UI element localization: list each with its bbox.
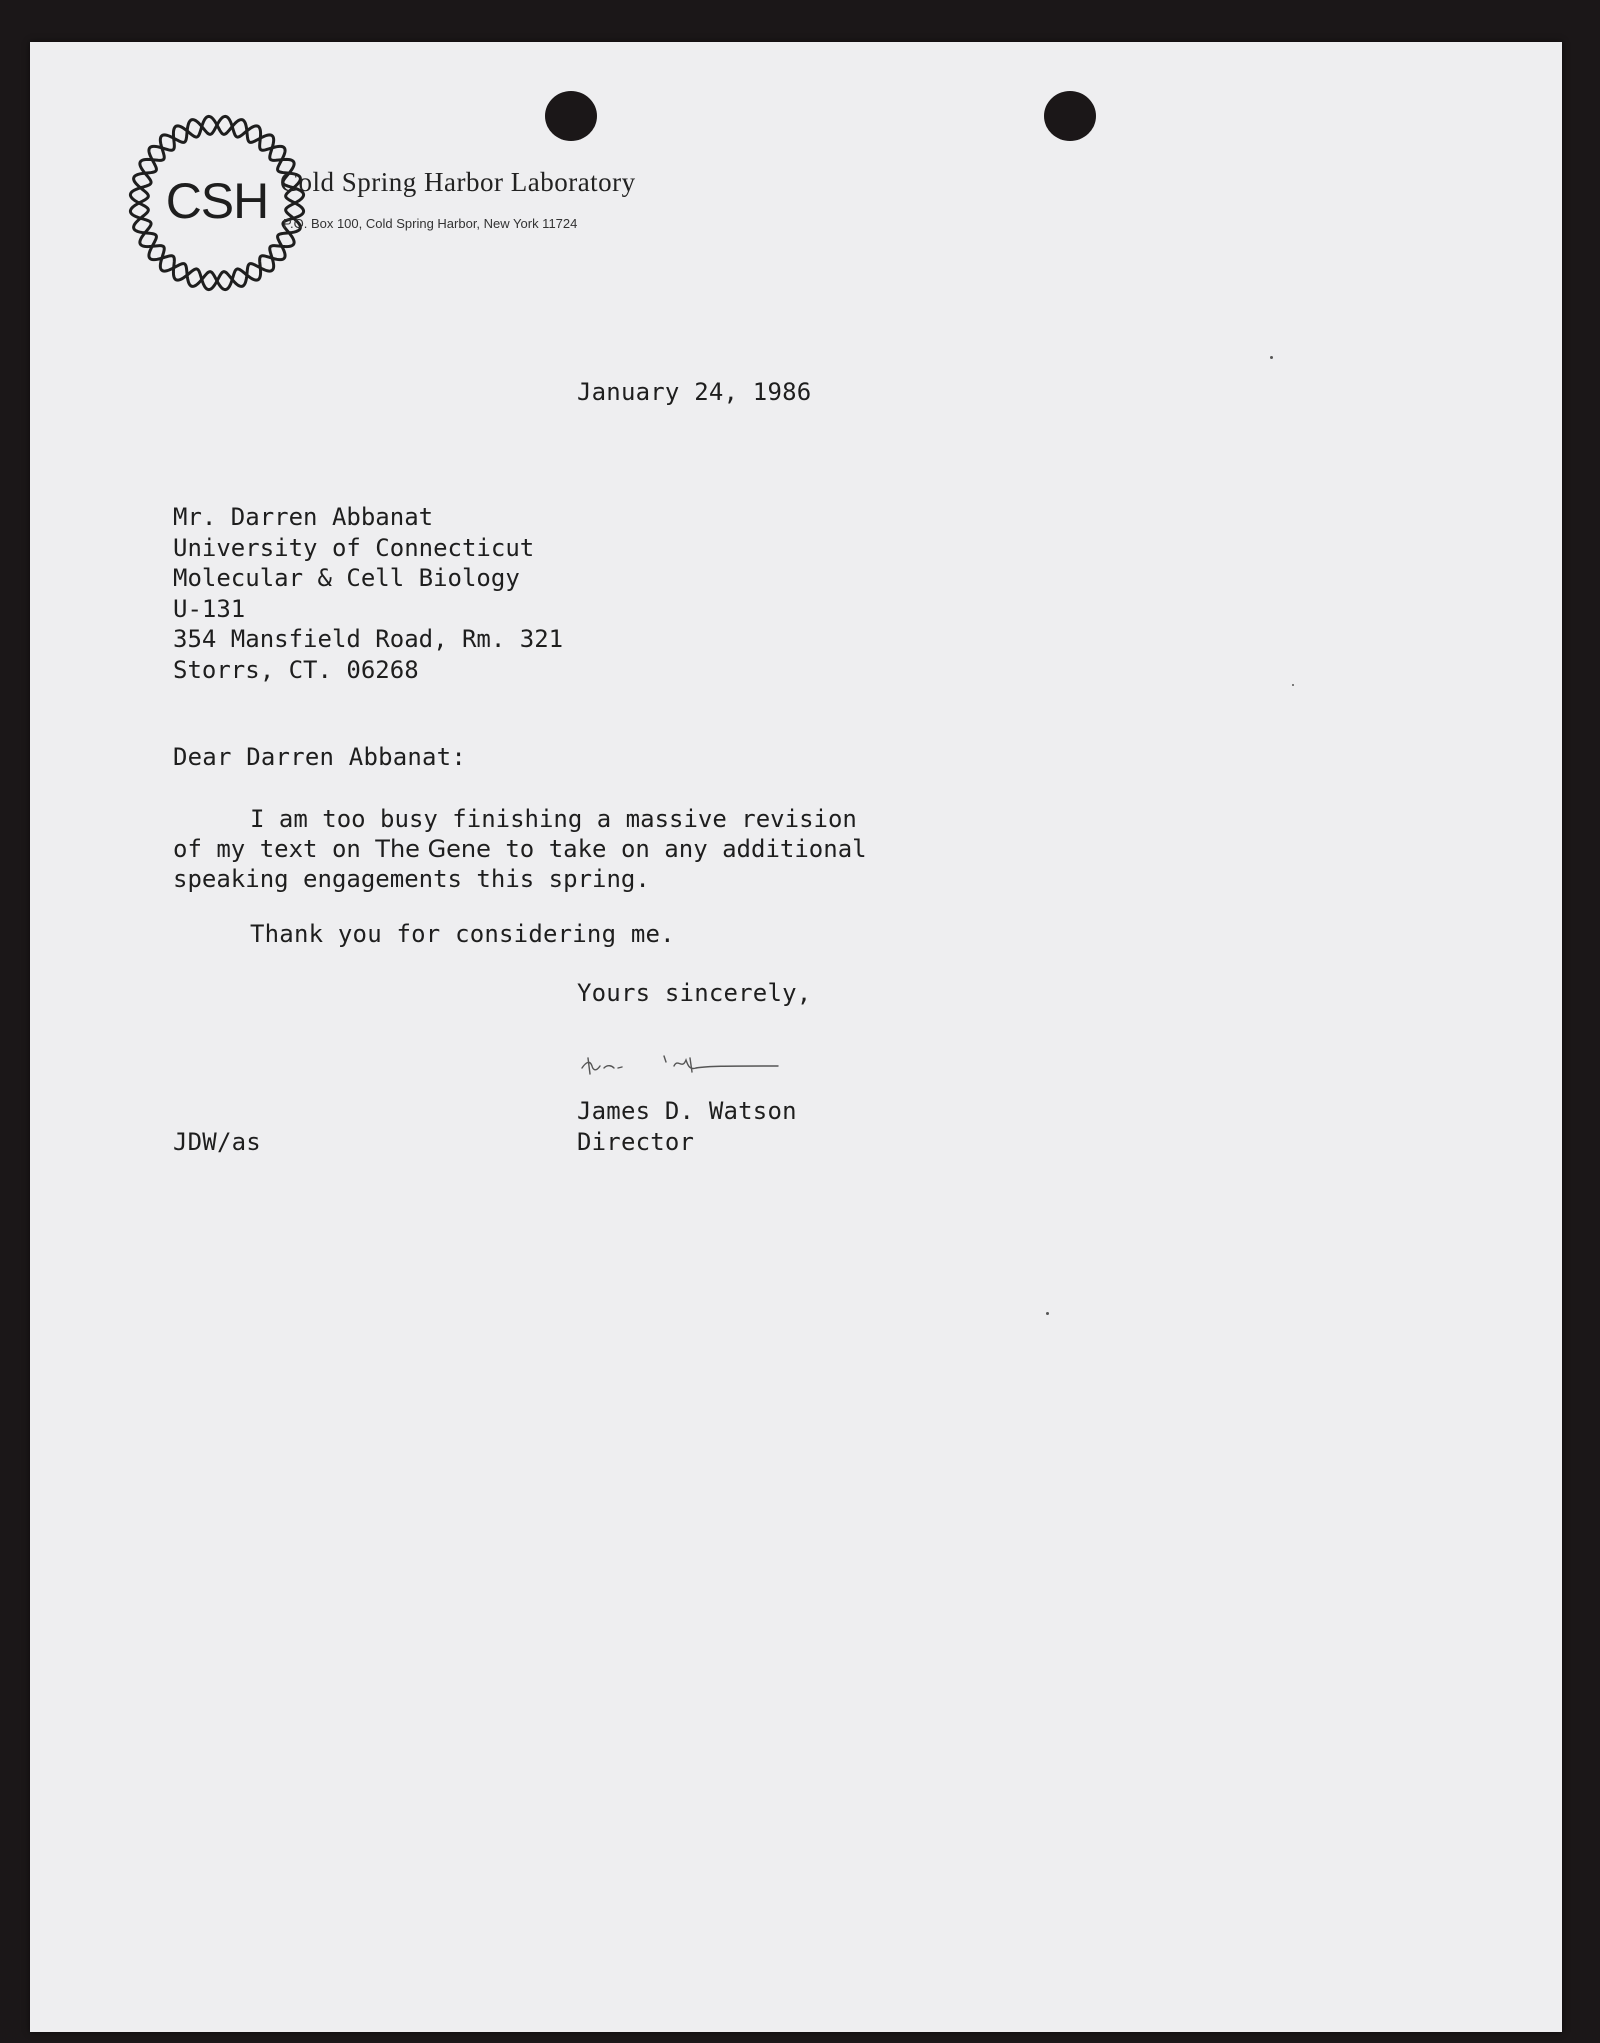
closing: Yours sincerely, bbox=[577, 979, 812, 1007]
recipient-address-block bbox=[173, 502, 563, 685]
body-paragraph-2: Thank you for considering me. bbox=[250, 920, 675, 948]
signer-name: James D. Watson bbox=[577, 1097, 797, 1125]
organization-address: P.O. Box 100, Cold Spring Harbor, New York 11724 bbox=[283, 216, 578, 231]
paper-speck bbox=[1270, 356, 1273, 359]
body-line: speaking engagements this spring. bbox=[173, 865, 650, 893]
recipient-street: 354 Mansfield Road, Rm. 321 bbox=[173, 625, 564, 653]
recipient-name: Mr. Darren Abbanat bbox=[173, 503, 434, 531]
body-text: of my text on bbox=[173, 835, 376, 863]
paper-speck bbox=[1292, 684, 1294, 686]
csh-logo-icon bbox=[112, 98, 322, 308]
paper-speck bbox=[1046, 1312, 1049, 1315]
letter-page bbox=[30, 42, 1562, 2032]
letter-date: January 24, 1986 bbox=[577, 378, 812, 406]
recipient-department: Molecular & Cell Biology bbox=[173, 564, 520, 592]
recipient-unit: U-131 bbox=[173, 594, 246, 623]
body-line bbox=[173, 834, 867, 864]
signer-title: Director bbox=[577, 1128, 695, 1156]
body-text: to take on any additional bbox=[490, 835, 867, 863]
body-paragraph-1 bbox=[173, 804, 867, 894]
recipient-city: Storrs, CT. 06268 bbox=[173, 655, 419, 684]
handwritten-signature bbox=[578, 1044, 788, 1084]
organization-name: Cold Spring Harbor Laboratory bbox=[280, 167, 636, 197]
logo-text: CSH bbox=[165, 173, 269, 229]
punch-hole-right bbox=[1044, 91, 1096, 141]
punch-hole-left bbox=[545, 91, 597, 141]
body-line: I am too busy finishing a massive revision bbox=[250, 805, 857, 833]
recipient-institution: University of Connecticut bbox=[173, 533, 535, 562]
reference-initials: JDW/as bbox=[173, 1128, 261, 1156]
salutation: Dear Darren Abbanat: bbox=[173, 743, 466, 771]
book-title: The Gene bbox=[375, 835, 491, 863]
